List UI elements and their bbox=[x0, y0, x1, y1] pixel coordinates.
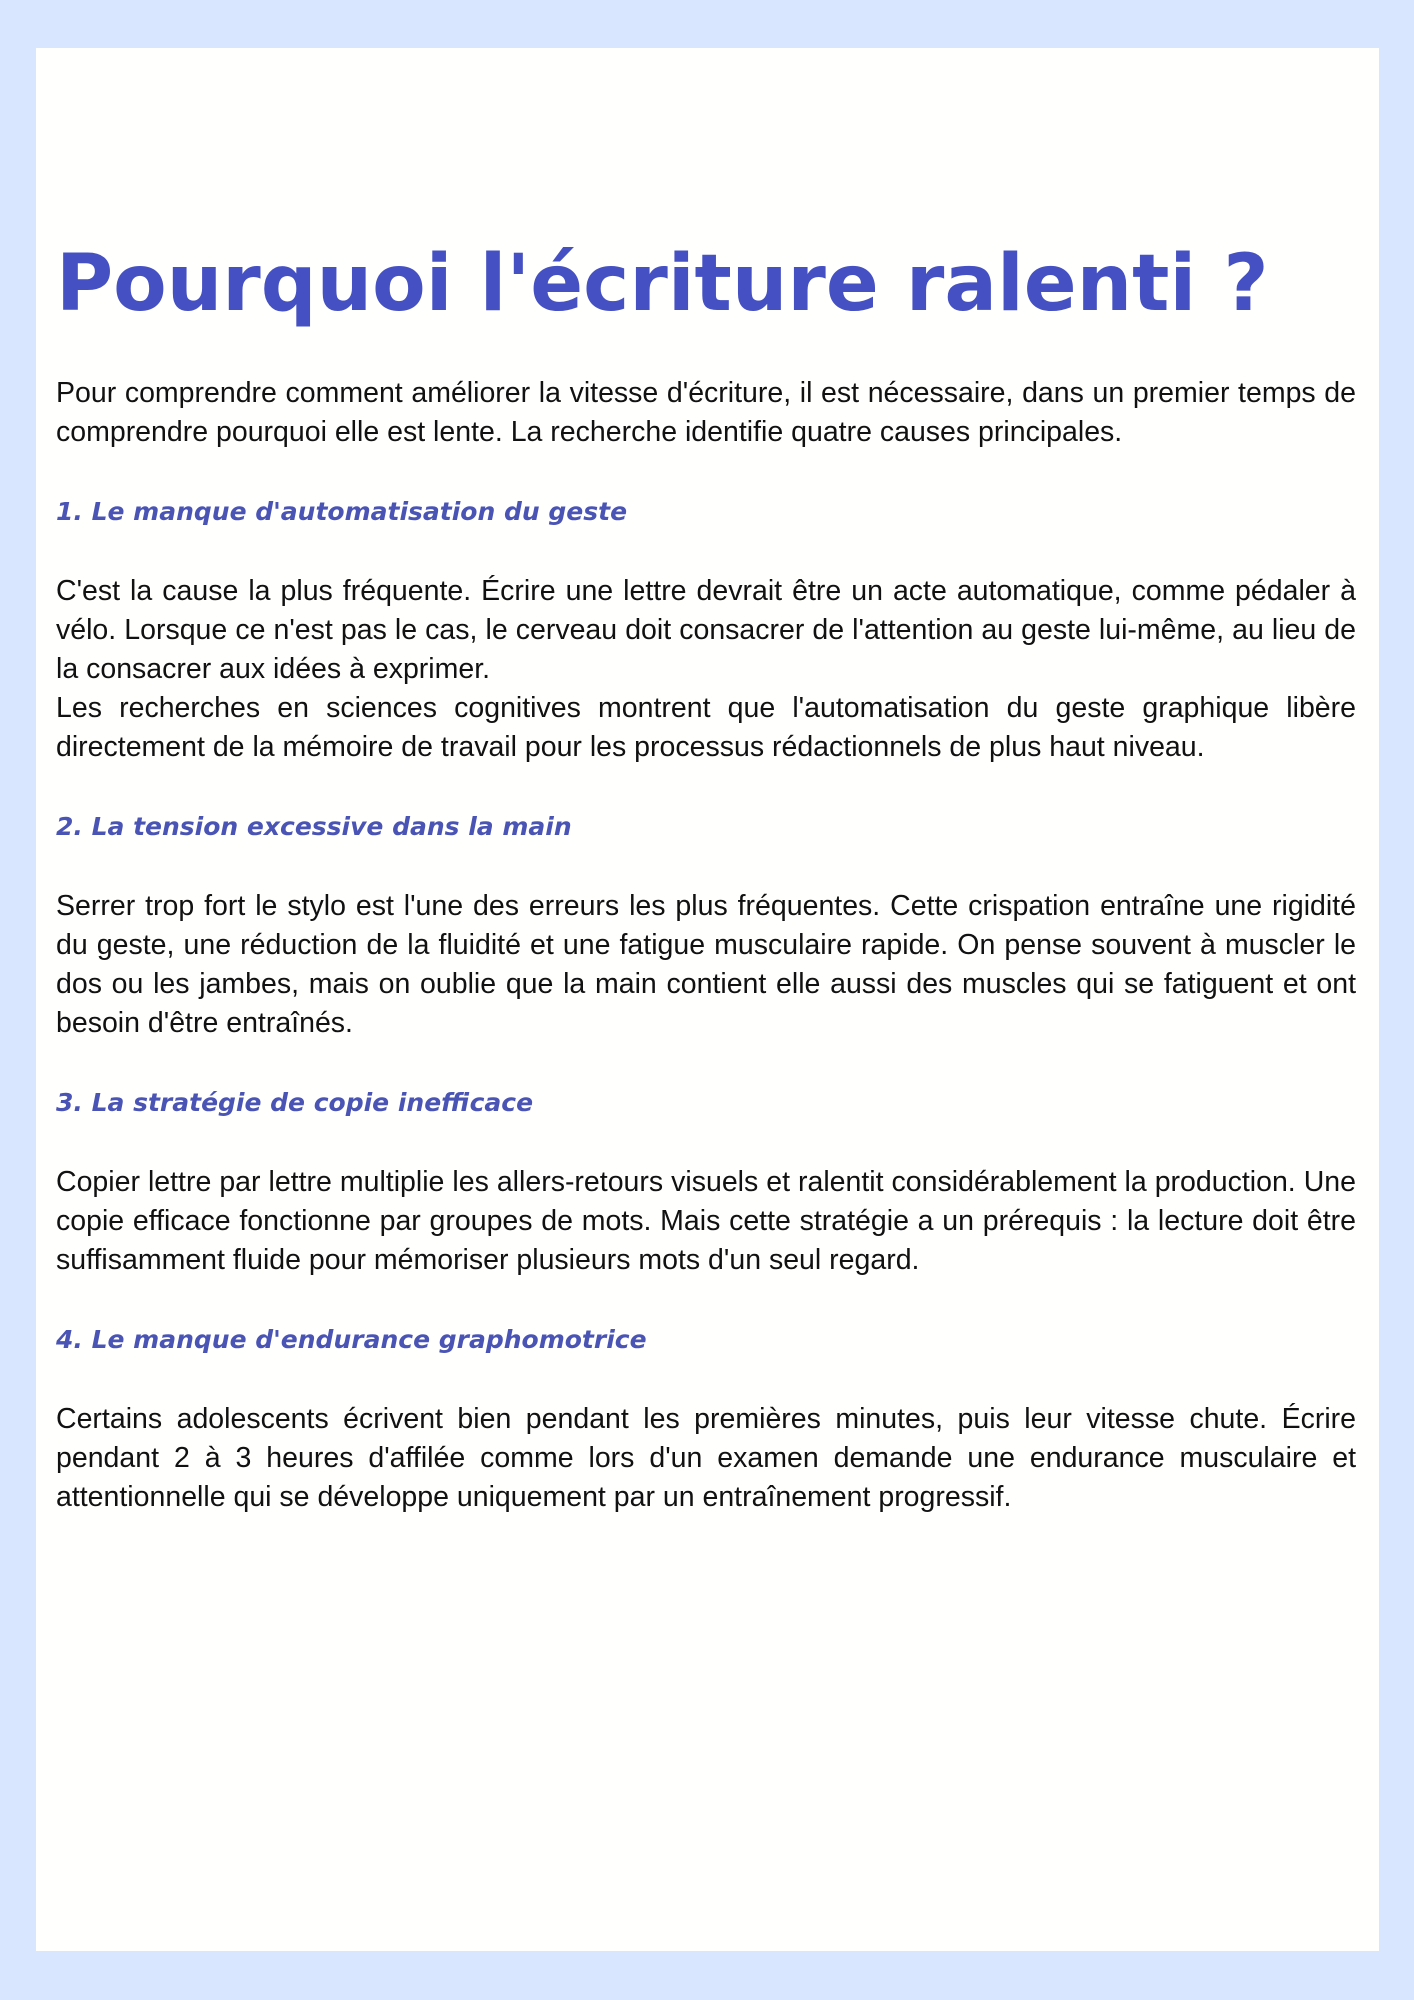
section-heading: 4. Le manque d'endurance graphomotrice bbox=[56, 1324, 647, 1354]
section-heading: 1. Le manque d'automatisation du geste bbox=[56, 496, 628, 526]
section-endurance bbox=[56, 1322, 1356, 1517]
section-strategie-copie bbox=[56, 1085, 1356, 1280]
intro-paragraph: Pour comprendre comment améliorer la vitesse d'écriture, il est nécessaire, dans un premier temps de comprendre pourquoi elle est lente. La recherche identifie quatre causes principales. bbox=[56, 376, 1356, 448]
document-content bbox=[56, 238, 1356, 1517]
section-paragraph: Certains adolescents écrivent bien pendant les premières minutes, puis leur vitesse chute. Écrire pendant 2 à 3 heures d'affilée comme lors d'un examen demande une endurance musculaire et attentionnelle qui se développe uniquement par un entraînement progressif. bbox=[56, 1402, 1356, 1513]
section-paragraph: Les recherches en sciences cognitives montrent que l'automatisation du geste graphique libère directement de la mémoire de travail pour les processus rédactionnels de plus haut niveau. bbox=[56, 691, 1356, 763]
section-paragraph: C'est la cause la plus fréquente. Écrire une lettre devrait être un acte automatique, comme pédaler à vélo. Lorsque ce n'est pas le cas, le cerveau doit consacrer de l'attention au geste lui-même, au lieu de la consacrer aux idées à exprimer. bbox=[56, 574, 1356, 685]
page-title: Pourquoi l'écriture ralenti ? bbox=[56, 239, 1269, 329]
document-sheet bbox=[36, 48, 1379, 1951]
section-paragraph: Copier lettre par lettre multiplie les allers-retours visuels et ralentit considérablement la production. Une copie efficace fonctionne par groupes de mots. Mais cette stratégie a un prérequis : la lecture doit être suffisamment fluide pour mémoriser plusieurs mots d'un seul regard. bbox=[56, 1165, 1356, 1276]
section-tension bbox=[56, 809, 1356, 1043]
section-automatisation bbox=[56, 494, 1356, 767]
section-heading: 3. La stratégie de copie inefficace bbox=[56, 1087, 534, 1117]
section-paragraph: Serrer trop fort le stylo est l'une des erreurs les plus fréquentes. Cette crispation entraîne une rigidité du geste, une réduction de la fluidité et une fatigue musculaire rapide. On pense souvent à muscler le dos ou les jambes, mais on oublie que la main contient elle aussi des muscles qui se fatiguent et ont besoin d'être entraînés. bbox=[56, 889, 1356, 1039]
section-heading: 2. La tension excessive dans la main bbox=[56, 811, 572, 841]
